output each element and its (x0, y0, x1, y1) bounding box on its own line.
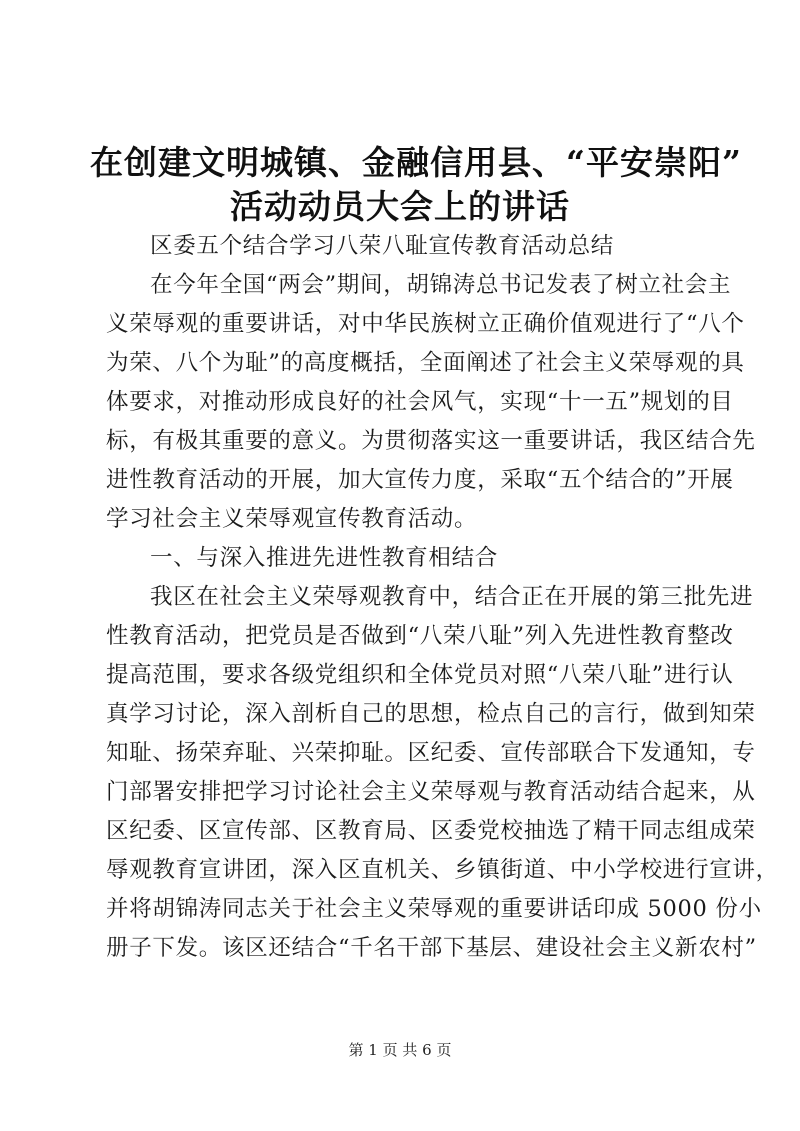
paragraph-1-line: 进性教育活动的开展，加大宣传力度，采取“五个结合的”开展 (106, 467, 734, 493)
page-number-footer: 第 1 页 共 6 页 (348, 1041, 452, 1059)
paragraph-2-line: 册子下发。该区还结合“千名干部下基层、建设社会主义新农村” (106, 935, 757, 961)
paragraph-2-line: 提高范围，要求各级党组织和全体党员对照“八荣八耻”进行认 (106, 662, 734, 688)
paragraph-1-line: 义荣辱观的重要讲话，对中华民族树立正确价值观进行了“八个 (106, 311, 745, 337)
paragraph-1-line: 为荣、八个为耻”的高度概括，全面阐述了社会主义荣辱观的具 (106, 350, 745, 376)
subtitle: 区委五个结合学习八荣八耻宣传教育活动总结 (150, 233, 615, 259)
paragraph-2-line: 门部署安排把学习讨论社会主义荣辱观与教育活动结合起来，从 (106, 779, 756, 805)
paragraph-1-line: 体要求，对推动形成良好的社会风气，实现“十一五”规划的目 (106, 389, 734, 415)
paragraph-2-line: 知耻、扬荣弃耻、兴荣抑耻。区纪委、宣传部联合下发通知，专 (106, 740, 756, 766)
paragraph-2-line: 辱观教育宣讲团，深入区直机关、乡镇街道、中小学校进行宣讲， (106, 857, 779, 883)
paragraph-2-line: 真学习讨论，深入剖析自己的思想，检点自己的言行，做到知荣 (106, 701, 756, 727)
title-line-2: 活动动员大会上的讲话 (230, 187, 570, 226)
section-1-heading: 一、与深入推进先进性教育相结合 (150, 545, 499, 571)
paragraph-1-line: 学习社会主义荣辱观宣传教育活动。 (106, 506, 478, 532)
paragraph-2-line: 区纪委、区宣传部、区教育局、区委党校抽选了精干同志组成荣 (106, 818, 756, 844)
paragraph-2-line: 性教育活动，把党员是否做到“八荣八耻”列入先进性教育整改 (106, 623, 734, 649)
paragraph-2-line: 并将胡锦涛同志关于社会主义荣辱观的重要讲话印成 5000 份小 (106, 896, 762, 922)
title-line-1: 在创建文明城镇、金融信用县、“平安崇阳” (90, 143, 742, 182)
document-body (106, 227, 779, 968)
paragraph-1-line: 在今年全国“两会”期间，胡锦涛总书记发表了树立社会主 (150, 272, 732, 298)
paragraph-1-line: 标，有极其重要的意义。为贯彻落实这一重要讲话，我区结合先 (106, 428, 756, 454)
paragraph-2-line: 我区在社会主义荣辱观教育中，结合正在开展的第三批先进 (150, 584, 754, 610)
